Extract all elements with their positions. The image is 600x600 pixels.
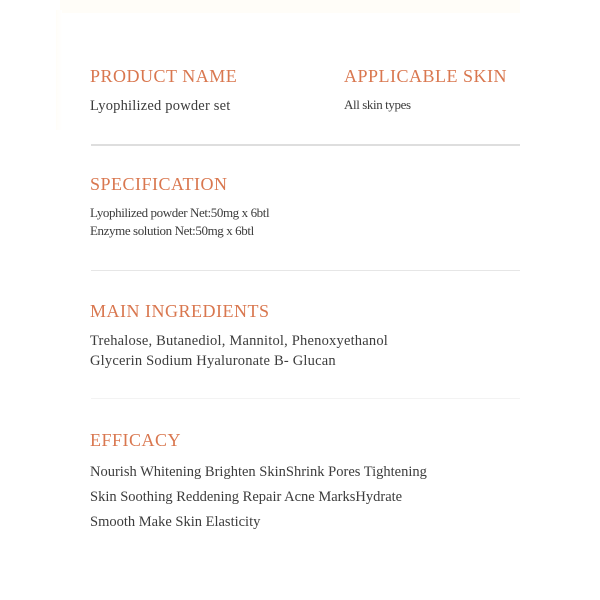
main-ingredients-section	[90, 301, 388, 371]
efficacy-section	[90, 430, 427, 535]
specification-lines	[90, 204, 269, 240]
ingredients-lines	[90, 331, 388, 371]
top-decorative-band	[60, 0, 520, 13]
applicable-skin-section	[344, 66, 507, 114]
efficacy-line: Nourish Whitening Brighten SkinShrink Pores Tightening	[90, 464, 427, 480]
product-name-value: Lyophilized powder set	[90, 98, 231, 114]
main-ingredients-heading: MAIN INGREDIENTS	[90, 301, 270, 321]
ingredients-line: Trehalose, Butanediol, Mannitol, Phenoxyethanol	[90, 333, 389, 349]
efficacy-line: Smooth Make Skin Elasticity	[90, 514, 261, 530]
specification-section	[90, 174, 269, 240]
product-name-section	[90, 66, 237, 116]
divider	[91, 270, 520, 271]
efficacy-heading: EFFICACY	[90, 430, 182, 450]
efficacy-lines	[90, 460, 427, 535]
divider	[91, 398, 520, 399]
specification-line: Lyophilized powder Net:50mg x 6btl	[90, 205, 270, 220]
divider	[91, 144, 520, 146]
product-name-heading: PRODUCT NAME	[90, 66, 238, 86]
efficacy-line: Skin Soothing Reddening Repair Acne MarksHydrate	[90, 489, 403, 505]
left-decorative-edge	[56, 10, 62, 130]
specification-heading: SPECIFICATION	[90, 174, 228, 194]
specification-line: Enzyme solution Net:50mg x 6btl	[90, 223, 254, 238]
applicable-skin-value: All skin types	[344, 97, 411, 112]
applicable-skin-heading: APPLICABLE SKIN	[344, 66, 508, 86]
ingredients-line: Glycerin Sodium Hyaluronate B- Glucan	[90, 353, 336, 369]
